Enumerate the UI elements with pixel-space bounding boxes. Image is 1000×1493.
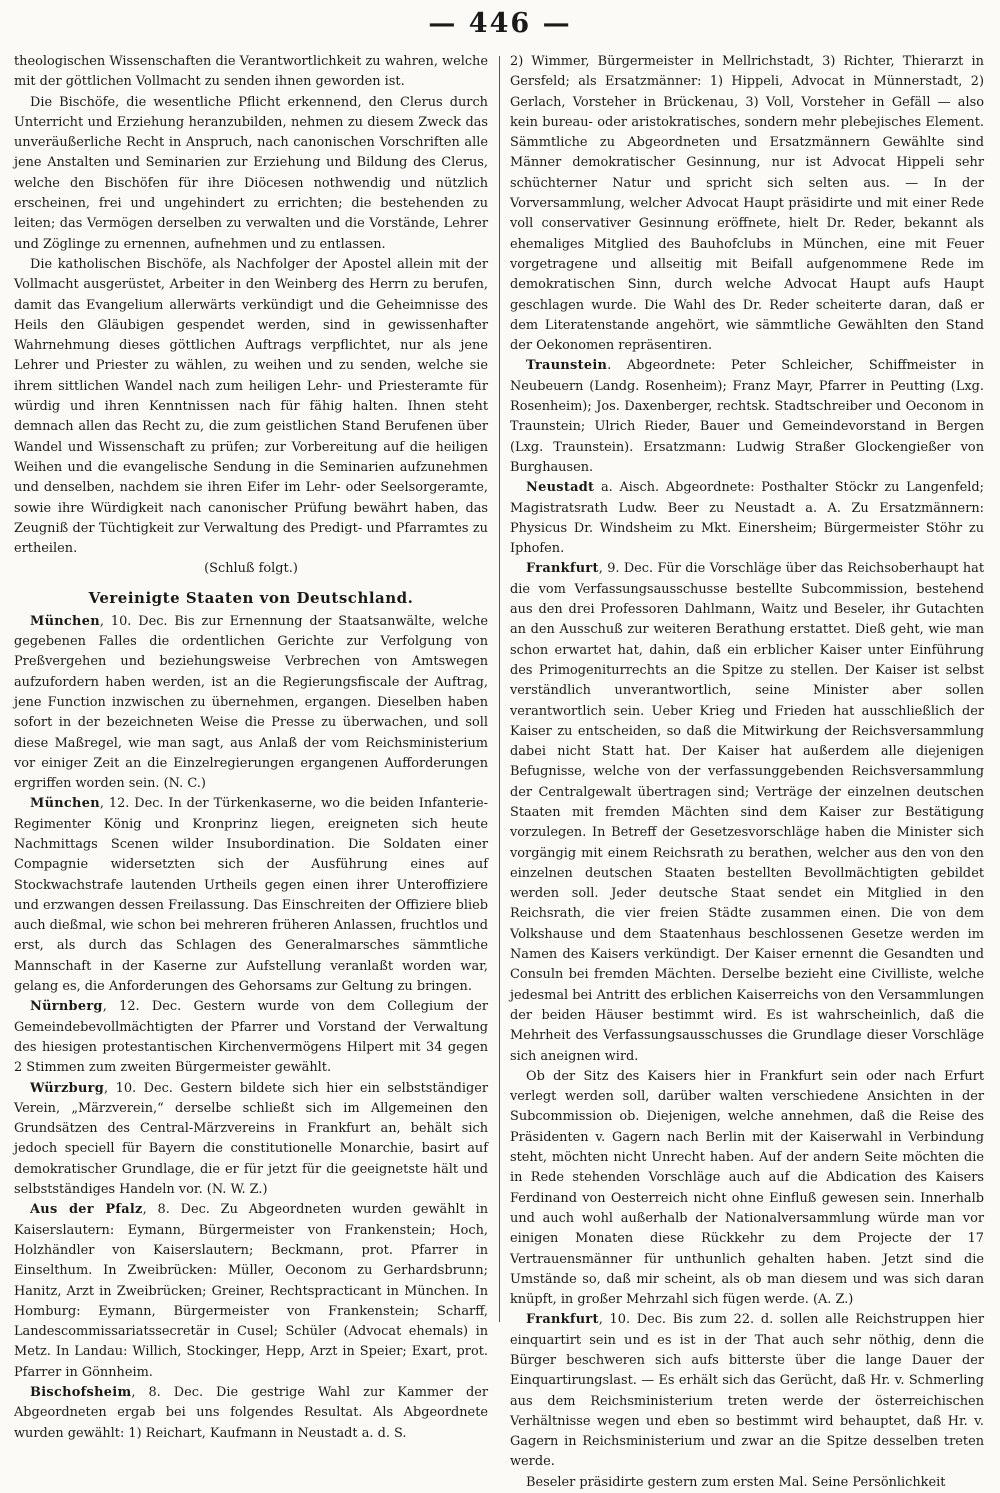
article-date: , 10. Dec.: [104, 1080, 173, 1096]
article-date: , 12. Dec.: [102, 999, 182, 1015]
article: [14, 1200, 488, 1383]
article: [510, 1310, 984, 1472]
article-place: München: [30, 796, 100, 812]
article-text: Beseler präsidirte gestern zum ersten Mal. Seine Persönlichkeit: [526, 1474, 946, 1490]
article: [14, 997, 488, 1078]
left-column: [14, 52, 489, 1441]
article-text: Gestern wurde von dem Collegium der Gemeindebevollmächtigten der Pfarrer und Vorstand der Verwaltung des hiesigen protestantischen Kirchenvermögens Hilpert mit 34 gegen 2 Stimmen zum zweiten Bürgermeister gewählt.: [14, 999, 488, 1076]
article-place: Aus der Pfalz: [30, 1202, 143, 1218]
article-source: (N. C.): [163, 776, 206, 792]
article-place: Frankfurt: [526, 561, 599, 577]
article-text: Abgeordnete: Peter Schleicher, Schiffmeister in Neubeuern (Landg. Rosenheim); Franz Mayr, Pfarrer in Peutting (Lxg. Rosenheim); Jos. Daxenberger, rechtsk. Stadtschreiber und Oeconom in Traunstein; Ulrich Rieder, Bauer und Gemeindevorstand in Bergen (Lxg. Traunstein). Ersatzmann: Ludwig Straßer Glockengießer von Burghausen.: [510, 358, 984, 475]
paragraph: Die Bischöfe, die wesentliche Pflicht erkennend, den Clerus durch Unterricht und Erziehung heranzubilden, nehmen zu diesem Zweck das unveräußerliche Recht in Anspruch, nach canonischen Vorschriften alle jene Anstalten und Seminarien zur Erziehung und Bildung des Clerus, welche den Bischöfen für ihre Diöcesen nothwendig und nützlich erscheinen, frei und ungehindert zu errichten; die bestehenden zu leiten; das Vermögen derselben zu verwalten und die Vorstände, Lehrer und Zöglinge zu ernennen, aufnehmen und zu entlassen.: [14, 94, 488, 252]
article-place: München: [30, 613, 100, 629]
article-date: a. Aisch.: [594, 480, 660, 496]
paragraph: theologischen Wissenschaften die Verantwortlichkeit zu wahren, welche mit der göttlichen Vollmacht zu senden ihnen geworden ist.: [14, 54, 488, 90]
article-place: Bischofsheim: [30, 1385, 132, 1400]
article-date: , 10. Dec.: [598, 1312, 667, 1328]
article: [14, 1079, 488, 1201]
article-date: , 8. Dec.: [142, 1202, 210, 1218]
right-column: [510, 52, 985, 1490]
article: [14, 1383, 488, 1444]
article-place: Nürnberg: [30, 999, 103, 1015]
article-place: Traunstein: [526, 358, 608, 374]
article-text: Bis zum 22. d. sollen alle Reichstruppen hier einquartirt sein und es ist in der That auch sehr nöthig, denn die Bürger beschweren sich aufs bitterste über die lange Dauer der Einquartirungslast. — Es erhält sich das Gerücht, daß Hr. v. Schmerling aus dem Reichsministerium treten werde der österreichischen Verhältnisse wegen und eben so bestimmt wird behauptet, daß Hr. v. Gagern in Reichsministerium und zwar an die Spitze desselben treten werde.: [510, 1312, 984, 1470]
article-text: Gestern bildete sich hier ein selbstständiger Verein, „Märzverein,“ derselbe schließt sich im Allgemeinen den Grundsätzen des Central-Märzvereins in Frankfurt an, behält sich jedoch speciell für Bayern die constitutionelle Monarchie, basirt auf demokratischer Grundlage, die er für jetzt für die geeignetste hält und selbstständiges Handeln vor.: [14, 1080, 489, 1198]
article-text: In der Türkenkaserne, wo die beiden Infanterie-Regimenter König und Kronprinz liegen, ereigneten sich heute Nachmittags Scenen wilder Insubordination. Die Soldaten einer Compagnie widersetzten sich der Ausführung eines auf Stockwachstrafe lautenden Urtheils gegen einen ihrer Unteroffiziere und erzwangen dessen Freilassung. Das Einschreiten der Offiziere blieb auch dießmal, wie schon bei mehreren früheren Anlassen, fruchtlos und erst, als durch das Schlagen des Generalmarsches sämmtliche Mannschaft in der Kaserne zur Aufstellung veranlaßt worden war, gelang es, die Anforderungen des Gehorsams zur Geltung zu bringen.: [14, 796, 488, 995]
article-place: Frankfurt: [526, 1312, 599, 1328]
section-heading: Vereinigte Staaten von Deutschland.: [88, 588, 414, 607]
article-text: Ob der Sitz des Kaisers hier in Frankfurt sein oder nach Erfurt verlegt werden soll, darüber walten verschiedene Ansichten in der Subcommission ob. Diejenigen, welche annehmen, daß die Reise des Präsidenten v. Gagern nach Berlin mit der Kaiserwahl in Verbindung steht, möchten nicht Unrecht haben. Auf der andern Seite möchten die in Rede stehenden Vorschläge auch auf die Abdication des Kaisers Ferdinand von Oesterreich nicht ohne Einfluß gewesen sein. Innerhalb und auch wohl außerhalb der Nationalversammlung würde man vor einigen Monaten diese Rückkehr zu dem Projecte der 17 Vertrauensmänner für unthunlich gehalten haben. Jetzt sind die Umstände so, daß mir scheint, als ob man diesem und was sich daran knüpft, in großer Mehrzahl sich fügen werde.: [510, 1068, 984, 1308]
page-number: — 446 —: [428, 8, 572, 39]
article-date: , 9. Dec.: [598, 561, 654, 577]
article: [14, 794, 488, 997]
article-text: Bis zur Ernennung der Staatsanwälte, welche gegebenen Falles die ordentlichen Gerichte zur Verfolgung von Preßvergehen und beziehungsweise Verbrechen von Amtswegen aufzufordern haben werden, ist an die Regierungsfiscale der Auftrag, jene Function inzwischen zu übernehmen, ergangen. Dieselben haben sofort in der bezeichneten Weise die Presse zu überwachen, und soll diese Maßregel, wie man sagt, aus Anlaß der vom Reichsministerium vor einiger Zeit an die Einzelregierungen ergangenen Aufforderungen ergriffen worden sein.: [14, 613, 489, 792]
article: [14, 612, 488, 795]
article: [510, 356, 984, 478]
article-source: (A. Z.): [812, 1292, 854, 1308]
article-text: Zu Abgeordneten wurden gewählt in Kaiserslautern: Eymann, Bürgermeister von Frankenstein; Hoch, Holzhändler von Kaiserslautern; Beckmann, prot. Pfarrer in Einselthum. In Zweibrücken: Müller, Oeconom zu Gerhardsbrunn; Hanitz, Arzt in Zweibrücken; Greiner, Rechtspracticant in München. In Homburg: Eymann, Bürgermeister von Frankenstein; Scharff, Landescommissariatssecretär in Cusel; Schüler (Advocat ehemals) in Metz. In Landau: Willich, Stockinger, Hepp, Arzt in Speier; Exart, prot. Pfarrer in Gönnheim.: [14, 1202, 488, 1380]
article-date: , 8. Dec.: [131, 1385, 204, 1400]
article-text: Für die Vorschläge über das Reichsoberhaupt hat die vom Verfassungsausschusse bestellte Subcommission, bestehend aus den drei Professoren Dahlmann, Waitz und Beseler, ihr Gutachten an den Ausschuß zur weiteren Berathung erstattet. Dieß geht, wie man schon erwartet hat, dahin, daß ein erblicher Kaiser unter Einführung des Primogeniturrechts an die Spitze zu stellen. Der Kaiser ist selbst verständlich unverantwortlich, seine Minister aber sollen verantwortlich sein. Ueber Krieg und Frieden hat ausschließlich der Kaiser zu entscheiden, so daß die Mitwirkung der Reichsversammlung dabei nicht Statt hat. Der Kaiser hat außerdem alle diejenigen Befugnisse, welche von der verfassunggebenden Reichsversammlung der Centralgewalt übertragen sind; Verträge der einzelnen deutschen Staaten mit fremden Mächten sind dem Kaiser zur Bestätigung vorzulegen. In Betreff der Gesetzesvorschläge haben die Minister sich vorgängig mit einem Reichsrath zu berathen, welcher aus den von den einzelnen deutschen Staaten bestellten Bevollmächtigten gebildet werden soll. Jeder deutsche Staat sendet ein Mitglied in den Reichsrath, die vier freien Städte zusammen einen. Die von dem Volkshause und dem Staatenhaus beschlossenen Gesetze werden im Namen des Kaisers verkündigt. Der Kaiser ernennt die Gesandten und Consuln bei fremden Mächten. Derselbe bezieht eine Civilliste, welche jedesmal bei Antritt des erblichen Kaiserreichs von den Versammlungen der beiden Häuser bestimmt wird. Es ist wahrscheinlich, daß die Mehrheit des Verfassungsausschusses die Grundlage dieser Vorschläge sich aneignen wird.: [510, 561, 985, 1064]
paragraph: Die katholischen Bischöfe, als Nachfolger der Apostel allein mit der Vollmacht ausgerüstet, Arbeiter in den Weinberg des Herrn zu berufen, damit das Evangelium allerwärts verkündigt und die Geheimnisse des Heils den Gläubigen gespendet werden, sind in gewissenhafter Wahrnehmung dieses göttlichen Auftrags verpflichtet, nur als jene Lehrer und Priester zu wählen, zu weihen und zu senden, welche sie ihrem sittlichen Wandel nach zum heiligen Lehr- und Priesteramte für würdig und ihren Kenntnissen nach für fähig halten. Ihnen steht demnach allen das Recht zu, die zum geistlichen Stand Berufenen über Wandel und Wissenschaft zu prüfen; zur Vorbereitung auf die heiligen Weihen und die evangelische Sendung in die Seminarien aufzunehmen und denselben, nachdem sie ihren Eifer im Lehr- oder Seelsorgeramte, sowie ihre Würdigkeit nach canonischer Prüfung bewährt haben, das Zeugniß der Tüchtigkeit zur Verwaltung des Predigt- und Pfarramtes zu ertheilen.: [14, 256, 488, 557]
article-text: Abgeordnete: Posthalter Stöckr zu Langenfeld; Magistratsrath Ludw. Beer zu Neustadt a. A. Zu Ersatzmännern: Physicus Dr. Windsheim zu Mkt. Einersheim; Bürgermeister Stöhr zu Iphofen.: [510, 480, 984, 557]
paragraph: 2) Wimmer, Bürgermeister in Mellrichstadt, 3) Richter, Thierarzt in Gersfeld; als Ersatzmänner: 1) Hippeli, Advocat in Münnerstadt, 2) Gerlach, Vorsteher in Brückenau, 3) Voll, Vorsteher in Gefäll — also kein bureau- oder aristokratisches, sondern mehr plebejisches Element. Sämmtliche zu Abgeordneten und Ersatzmännern Gewählte sind Männer demokratischer Gesinnung, nur ist Advocat Hippeli sehr schüchterner Natur und spricht sich selten aus. — In der Vorversammlung, welcher Advocat Haupt präsidirte und mit einer Rede voll conservativer Gesinnung eröffnete, hielt Dr. Reder, bekannt als ehemaliges Mitglied des Bauhofclubs in München, eine mit Feuer vorgetragene und allseitig mit Beifall aufgenommene Rede im demokratischen Sinn, durch welche Advocat Haupt aufs Haupt geschlagen wurde. Die Wahl des Dr. Reder scheiterte daran, daß er dem Literatenstande angehört, wie sämmtliche Gewählten den Stand der Oekonomen repräsentiren.: [510, 54, 984, 354]
article: [510, 1473, 984, 1493]
article: [510, 1067, 984, 1311]
article-source: (N. W. Z.): [206, 1182, 268, 1198]
article-place: Würzburg: [30, 1080, 105, 1096]
article-text: Die gestrige Wahl zur Kammer der Abgeordneten ergab bei uns folgendes Resultat. Als Abgeordnete wurden gewählt: 1) Reichart, Kaufmann in Neustadt a. d. S.: [14, 1385, 488, 1441]
article-place: Neustadt: [526, 480, 595, 496]
closing-note: (Schluß folgt.): [204, 561, 298, 577]
article: [510, 559, 984, 1066]
columns: [14, 52, 986, 1490]
article: [510, 478, 984, 559]
article-date: , 10. Dec.: [99, 613, 168, 629]
article-date: .: [607, 358, 612, 374]
article-date: , 12. Dec.: [99, 796, 164, 812]
